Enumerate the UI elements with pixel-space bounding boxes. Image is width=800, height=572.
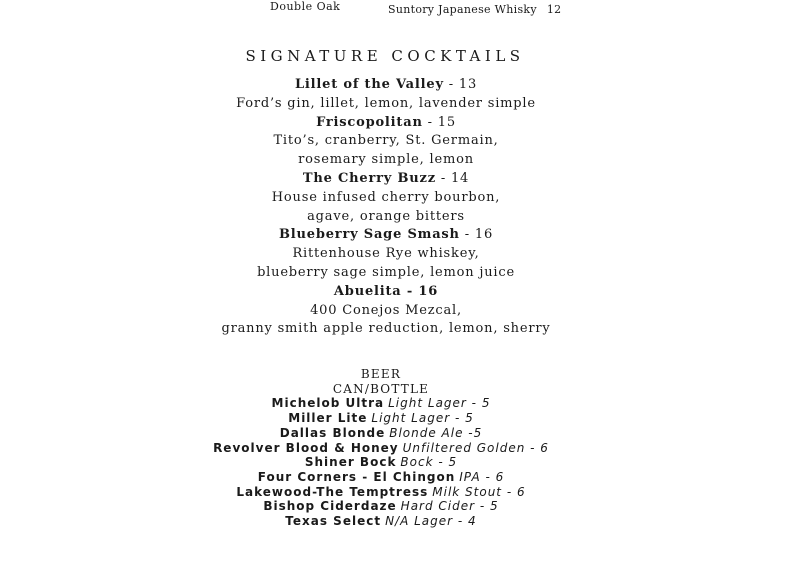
beer-style: Bock - 5 [400, 455, 458, 470]
cocktail-desc: agave, orange bitters [307, 208, 465, 224]
cocktail-item [0, 76, 772, 95]
beer-style: Light Lager - 5 [371, 411, 474, 426]
beer-item [0, 411, 762, 426]
beer-style: IPA - 6 [459, 469, 505, 484]
beer-item [0, 426, 762, 441]
cocktail-item [0, 170, 772, 189]
cocktail-list [0, 76, 772, 339]
cocktail-price: - 13 [443, 77, 478, 92]
beer-style: Milk Stout - 6 [432, 484, 526, 499]
top-right-name: Suntory Japanese Whisky [388, 3, 537, 16]
beer-name: Bishop Ciderdaze [263, 499, 397, 514]
cocktail-desc: rosemary simple, lemon [298, 152, 474, 168]
beer-name: Shiner Bock [304, 455, 397, 470]
beer-item [0, 514, 762, 529]
cocktail-desc: Ford’s gin, lillet, lemon, lavender simple [236, 95, 536, 111]
beer-name: Michelob Ultra [271, 396, 385, 411]
beer-item [0, 499, 762, 514]
beer-name: Lakewood-The Temptress [236, 484, 429, 499]
beer-section [0, 367, 762, 529]
top-left-item: Double Oak [270, 0, 341, 13]
cocktail-name: Abuelita - 16 [333, 283, 439, 299]
beer-style: Blonde Ale -5 [389, 425, 483, 440]
cocktail-desc: Rittenhouse Rye whiskey, [292, 246, 480, 262]
beer-item [0, 485, 762, 500]
cocktail-desc: blueberry sage simple, lemon juice [257, 264, 515, 280]
beer-item [0, 470, 762, 485]
beer-subtitle: CAN/BOTTLE [332, 381, 430, 396]
beer-style: N/A Lager - 4 [385, 514, 477, 529]
cocktail-name: The Cherry Buzz [302, 170, 436, 186]
cocktail-price: - 14 [435, 170, 470, 186]
beer-item [0, 441, 762, 456]
beer-item [0, 396, 762, 411]
previous-section-row [0, 0, 800, 20]
beer-item [0, 455, 762, 470]
beer-name: Dallas Blonde [279, 425, 386, 440]
beer-name: Four Corners - El Chingon [257, 469, 456, 484]
beer-style: Hard Cider - 5 [400, 499, 499, 514]
cocktail-item [0, 114, 772, 133]
cocktail-name: Blueberry Sage Smash [278, 227, 460, 243]
beer-name: Texas Select [285, 514, 382, 529]
cocktail-desc: Tito’s, cranberry, St. Germain, [273, 133, 499, 149]
cocktail-name: Lillet of the Valley [294, 77, 444, 92]
beer-style: Unfiltered Golden - 6 [402, 440, 549, 455]
top-right-item [388, 3, 561, 16]
cocktail-desc: granny smith apple reduction, lemon, sherry [221, 321, 551, 337]
beer-name: Miller Lite [288, 411, 368, 426]
cocktail-desc: House infused cherry bourbon, [271, 189, 501, 205]
cocktail-item [0, 226, 772, 245]
cocktail-price: - 15 [422, 114, 456, 130]
cocktail-item [0, 283, 772, 302]
cocktail-price: - 16 [459, 227, 494, 243]
beer-name: Revolver Blood & Honey [213, 440, 399, 455]
beer-style: Light Lager - 5 [388, 396, 491, 411]
beer-title: BEER [360, 367, 402, 381]
top-right-price: 12 [546, 3, 562, 16]
cocktails-title: SIGNATURE COCKTAILS [245, 47, 525, 65]
cocktail-name: Friscopolitan [316, 114, 423, 130]
cocktail-desc: 400 Conejos Mezcal, [310, 302, 462, 318]
